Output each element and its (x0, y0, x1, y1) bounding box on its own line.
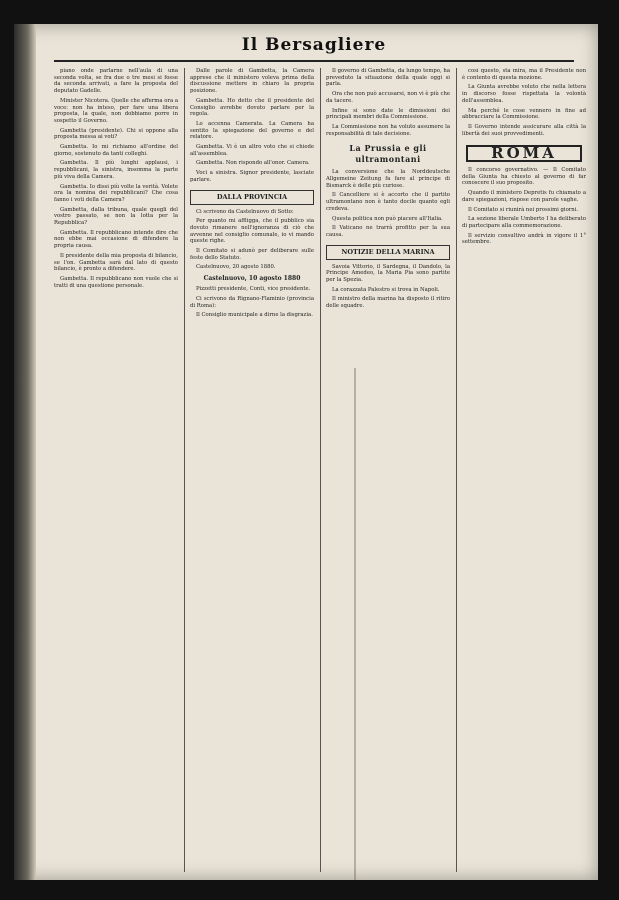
paragraph: Questa politica non può piacere all'Italia. (332, 215, 443, 222)
paragraph: Voci a sinistra. Signor presidente, lasciate parlare. (190, 170, 314, 183)
paragraph: La conversione che la Norddeutsche Allgemeine Zeitung fa fare al principe di Bismarck è delle più curiose. (326, 169, 450, 189)
columns-area (54, 68, 592, 872)
paragraph: Gambetta. Io mi richiamo all'ordine del giorno, sostenuto da tanti colleghi. (54, 144, 178, 157)
paragraph: Il Vaticano ne trarrà profitto per la sua causa. (326, 225, 450, 238)
paragraph: Quando il ministero Depretis fu chiamato a dare spiegazioni, rispose con parole vaghe. (462, 190, 586, 203)
paragraph: Gambetta, dalla tribuna, quale quegli del vostro passato, se non la lotta per la Repubblica? (54, 206, 178, 227)
paragraph: Il concorso governativo. — Il Comitato della Giunta ha chiesto al governo di far conoscere il suo proposito. (462, 167, 586, 187)
newspaper-page (14, 24, 598, 880)
paragraph: Savoia Vittorio, il Sardegna, il Dandolo, la Principe Amedeo, la Maria Pia sono partite per la Spezia. (326, 263, 450, 284)
paragraph: Il Governo intende assicurare alla città la libertà dei suoi provvedimenti. (462, 123, 586, 137)
paragraph: Dalle parole di Gambetta, la Camera apprese che il ministero voleva prima della discussione mettere in chiaro la propria posizione. (190, 68, 314, 95)
paragraph: Gambetta. Io dissi più volte la verità. Volete ora la nomina dei repubblicani? Che cosa fanno i voti della Camera? (54, 183, 178, 203)
paragraph: Ci scrivono da Castelnuovo di Sotto: (196, 208, 294, 215)
paragraph: La Giunta avrebbe voluto che nella lettera in discorso fosse rispettata la volontà dell'assemblea. (462, 84, 586, 104)
column-rule (456, 68, 457, 872)
paragraph: Il presidente della mia proposta di bilancio, se l'on. Gambetta sarà dal lato di questo bilancio, è pronto a difendere. (54, 252, 178, 273)
paper-crease (354, 368, 356, 880)
paragraph: Il Comitato si adunò per deliberare sulle feste dello Statuto. (190, 248, 314, 261)
paragraph: Il ministro della marina ha disposto il ritiro delle squadre. (326, 296, 450, 310)
paragraph: Gambetta. Ho detto che il presidente del Consiglio avrebbe dovuto parlare per la regola. (190, 97, 314, 118)
paragraph: Il servizio consultivo andrà in vigore il 1° settembre. (462, 232, 586, 246)
paragraph: Per quanto mi affligga, che il pubblico sia dovuto rimanere nell'ignoranza di ciò che avvenne nel consiglio comunale, io vi mando queste righe. (190, 218, 314, 245)
paragraph: Gambetta. Il più lunghi applausi, i repubblicani, la sinistra, insomma la parte più viva della Camera. (54, 160, 178, 180)
section-heading-marina: NOTIZIE DELLA MARINA (326, 245, 450, 260)
paragraph: La Commissione non ha voluto assumere la responsabilità di tale decisione. (326, 123, 450, 137)
masthead (54, 32, 574, 62)
column-3 (326, 68, 450, 872)
paragraph: piano onde parlarne nell'aula di una seconda volta, se fra due o tre mesi si fosse da seconda arrivati, a fare la proposta del deputato Gadelle. (54, 68, 178, 95)
column-1 (54, 68, 178, 872)
paragraph: Il Comitato si riunirà nei prossimi giorni. (468, 206, 579, 213)
paragraph: così questo, sta mira, ma il Presidente non è contento di questa mozione. (462, 68, 586, 81)
column-2 (190, 68, 314, 872)
paragraph: La corazzata Palestro si trova in Napoli. (332, 286, 440, 293)
masthead-title: Il Bersagliere (241, 35, 387, 55)
section-heading-dalla-provincia: DALLA PROVINCIA (190, 190, 314, 205)
paragraph: Infine si sono date le dimissioni dei principali membri della Commissione. (326, 107, 450, 121)
dateline: Castelnuovo, 10 agosto 1880 (203, 275, 301, 283)
paragraph: La sezione liberale Umberto I ha deliberato di partecipare alla commemorazione. (462, 216, 586, 229)
paragraph: Il governo di Gambetta, da lungo tempo, ha preveduto la situazione della quale oggi si parla. (326, 68, 450, 88)
paragraph: Gambetta (presidente). Chi si oppone alla proposta messa ai voti? (54, 127, 178, 141)
paragraph: Gambetta. Il repubblicano intende dire che non ebbe mai occasione di difendere la propria causa. (54, 229, 178, 250)
column-rule (320, 68, 321, 872)
paragraph: Ci scrivono da Rignano-Flaminio (provincia di Roma): (190, 295, 314, 309)
paragraph: Ora che non può accusarsi, non vi è più che da tacere. (326, 91, 450, 104)
paragraph: Minister Nicotera. Quelle che afferma ora a voce: non ha inteso, per fare una libera proposta, la quale, non dobbiamo porre in sospetto il Governo. (54, 97, 178, 124)
paragraph: Il Cancelliere si è accorto che il partito ultramontano non è tanto docile quanto egli credeva. (326, 192, 450, 212)
column-rule (184, 68, 185, 872)
paragraph: Ma perché le cose vennero in fine ad abbracciare la Commissione. (462, 107, 586, 121)
section-heading-roma: ROMA (466, 145, 582, 162)
paragraph: Gambetta. Non rispondo all'onor. Camera. (196, 160, 310, 167)
paragraph: Il Consiglio municipale a dirne la disgrazia. (196, 312, 313, 319)
paragraph: Castelnuovo, 20 agosto 1880. (196, 264, 276, 271)
paragraph: Pizzetti presidente, Conti, vice presidente. (196, 286, 311, 293)
paragraph: Lo accenna Camerata. La Camera ha sentito la spiegazione del governo e del relatore. (190, 120, 314, 141)
book-gutter (14, 24, 36, 880)
column-4 (462, 68, 586, 872)
paragraph: Gambetta. Vi è un altro voto che si chiede all'assemblea. (190, 144, 314, 157)
section-heading-prussia: La Prussia e gli ultramontani (349, 143, 427, 165)
paragraph: Gambetta. Il repubblicano non vuole che si tratti di una questione personale. (54, 275, 178, 289)
